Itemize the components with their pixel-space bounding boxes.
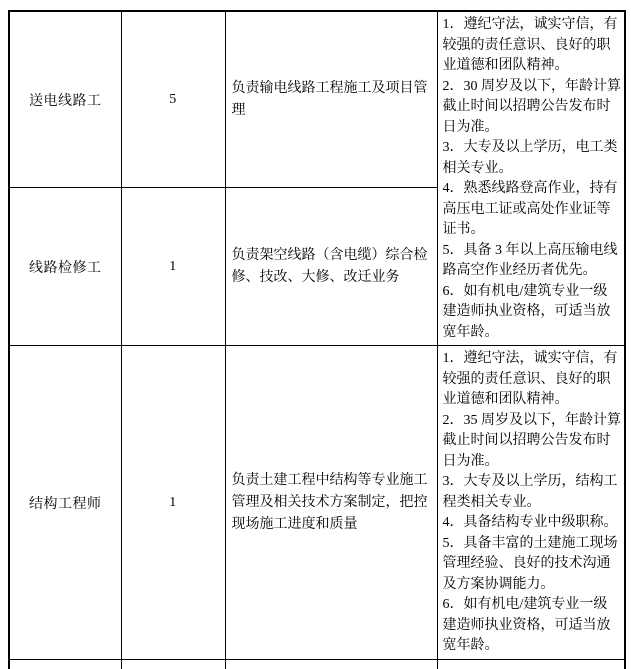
requirement-item: 1．遵纪守法，诚实守信，有较强的责任意识、良好的职业道德和团队精神。 <box>442 351 618 407</box>
empty-cell <box>437 660 625 669</box>
requirement-item: 4．具备结构专业中级职称。 <box>442 515 618 530</box>
requirement-item: 5．具备丰富的土建施工现场管理经验、良好的技术沟通及方案协调能力。 <box>442 535 618 592</box>
requirement-item: 6．如有机电/建筑专业一级建造师执业资格，可适当放宽年龄。 <box>442 597 611 653</box>
requirement-item: 3．大专及以上学历，电工类相关专业。 <box>442 140 618 176</box>
table-row <box>9 346 625 660</box>
requirements-cell-group1 <box>437 11 625 346</box>
empty-cell <box>9 660 121 669</box>
duty-cell: 负责输电线路工程施工及项目管理 <box>225 11 437 188</box>
count-cell: 5 <box>121 11 225 188</box>
empty-cell <box>121 660 225 669</box>
empty-cell <box>225 660 437 669</box>
requirements-cell-group2 <box>437 346 625 660</box>
requirement-item: 5．具备 3 年以上高压输电线路高空作业经历者优先。 <box>442 242 618 278</box>
requirement-item: 2．30 周岁及以下，年龄计算截止时间以招聘公告发布时日为准。 <box>442 78 621 135</box>
requirement-item: 3．大专及以上学历，结构工程类相关专业。 <box>442 474 618 510</box>
requirement-item: 4．熟悉线路登高作业，持有高压电工证或高处作业证等证书。 <box>442 181 618 237</box>
recruitment-table <box>8 10 626 669</box>
count-cell: 1 <box>121 346 225 660</box>
table-row <box>9 11 625 188</box>
requirement-item: 1．遵纪守法，诚实守信，有较强的责任意识、良好的职业道德和团队精神。 <box>442 17 618 73</box>
position-cell: 线路检修工 <box>9 188 121 346</box>
requirement-item: 2．35 周岁及以下，年龄计算截止时间以招聘公告发布时日为准。 <box>442 412 621 469</box>
position-cell: 送电线路工 <box>9 11 121 188</box>
duty-cell: 负责土建工程中结构等专业施工管理及相关技术方案制定，把控现场施工进度和质量 <box>225 346 437 660</box>
requirement-item: 6．如有机电/建筑专业一级建造师执业资格，可适当放宽年龄。 <box>442 283 611 340</box>
count-cell: 1 <box>121 188 225 346</box>
duty-cell: 负责架空线路（含电缆）综合检修、技改、大修、改迁业务 <box>225 188 437 346</box>
position-cell: 结构工程师 <box>9 346 121 660</box>
table-row-clipped <box>9 660 625 669</box>
